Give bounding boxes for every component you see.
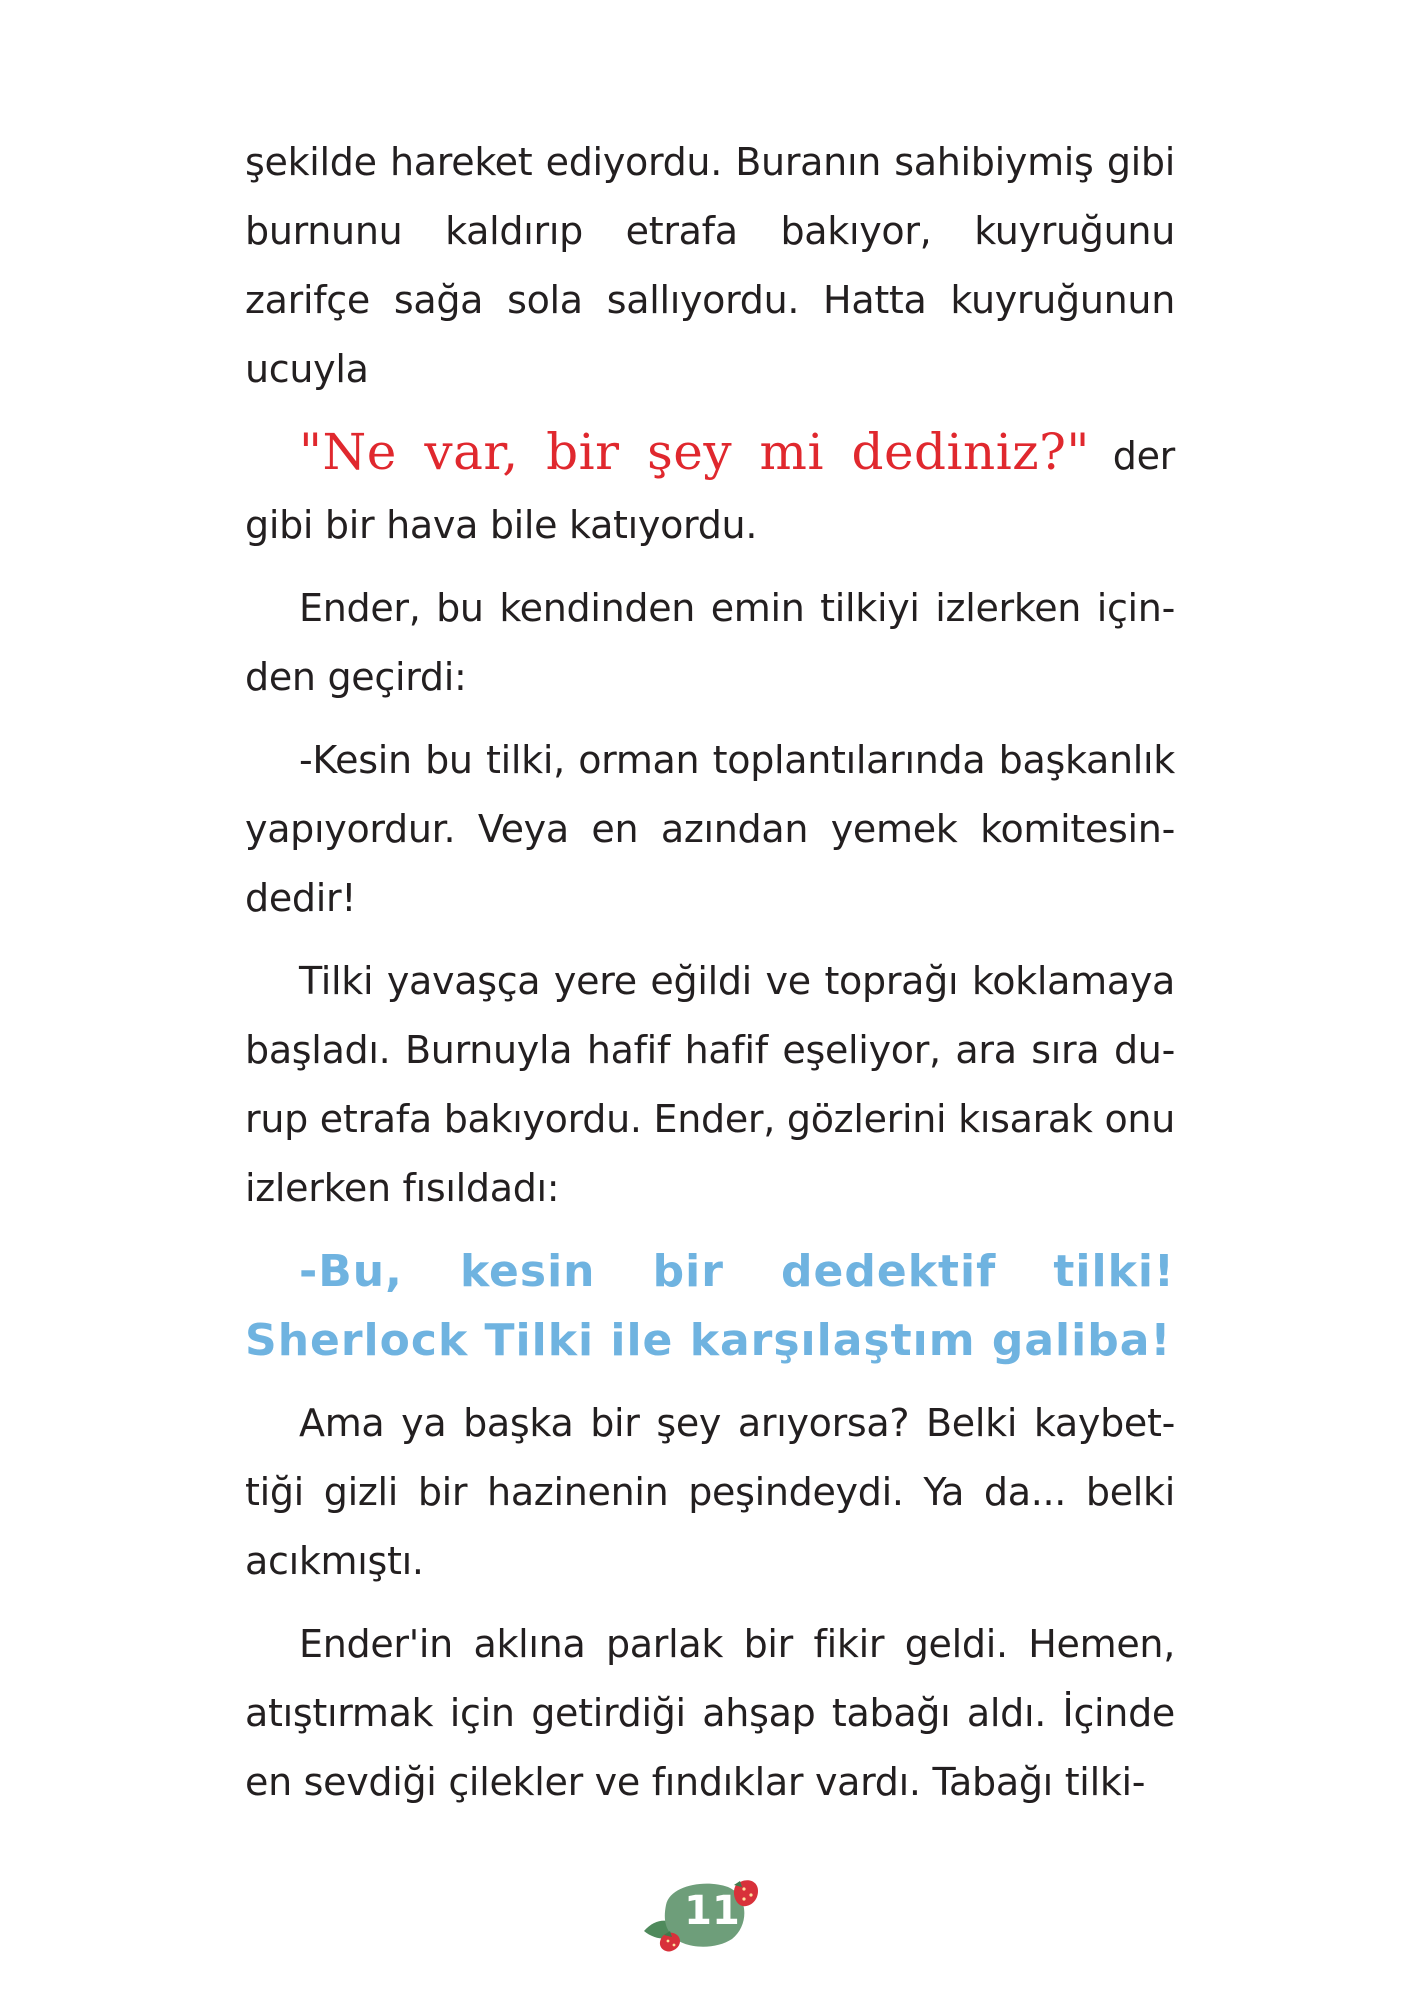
paragraph-1: şekilde hareket ediyordu. Buranın sahibiymiş gibi burnunu kaldırıp etrafa bakıyor, kuyruğunu zarifçe sağa sola sallıyordu. Hatta kuyruğunun ucuyla: [245, 140, 1175, 391]
book-page-content: [245, 128, 1175, 1831]
page-number: 11: [684, 1888, 740, 1934]
paragraph-2-rest: der gibi bir hava bile katıyordu.: [245, 434, 1175, 547]
paragraph-4: -Kesin bu tilki, orman toplantılarında başkanlık yapıyordur. Veya en azından yemek komitesin-dedir!: [245, 738, 1175, 920]
paragraph-3: Ender, bu kendinden emin tilkiyi izlerken için-den geçirdi:: [245, 586, 1175, 699]
paragraph-2: [245, 418, 1175, 560]
blue-shout-line: -Bu, kesin bir dedektif tilki! Sherlock Tilki ile karşılaştım galiba!: [245, 1246, 1175, 1366]
paragraph-8: Ender'in aklına parlak bir fikir geldi. Hemen, atıştırmak için getirdiği ahşap tabağı aldı. İçinde en sevdiği çilekler ve fındıklar vardı. Tabağı tilki-: [245, 1622, 1175, 1804]
paragraph-7: Ama ya başka bir şey arıyorsa? Belki kaybet-tiği gizli bir hazinenin peşindeydi. Ya da... belki acıkmıştı.: [245, 1401, 1175, 1583]
page-number-badge: [636, 1875, 776, 1955]
paragraph-5: Tilki yavaşça yere eğildi ve toprağı koklamaya başladı. Burnuyla hafif hafif eşeliyor, ara sıra du-rup etrafa bakıyordu. Ender, gözlerini kısarak onu izlerken fısıldadı:: [245, 959, 1175, 1210]
red-quote: "Ne var, bir şey mi dediniz?": [299, 423, 1090, 481]
